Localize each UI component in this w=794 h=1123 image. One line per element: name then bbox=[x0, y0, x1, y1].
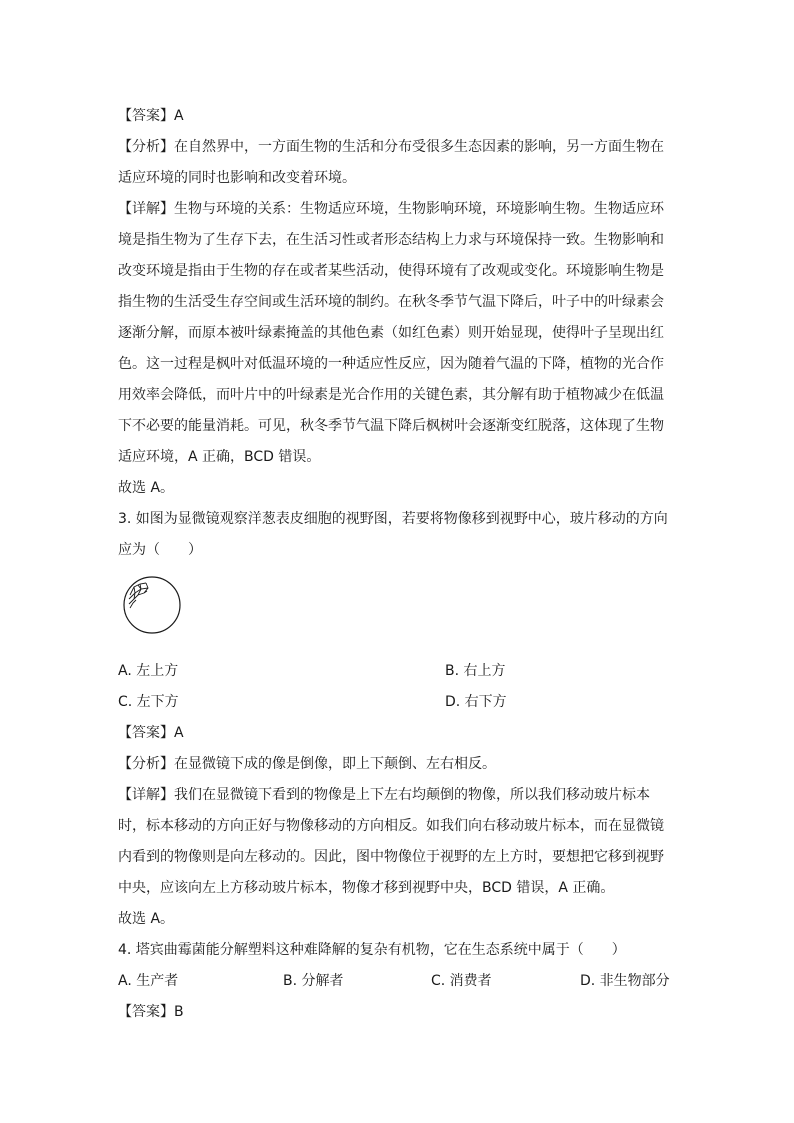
q2-detail-line-6: 色。这一过程是枫叶对低温环境的一种适应性反应，因为随着气温的下降，植物的光合作 bbox=[118, 356, 664, 372]
q2-analysis-line-2: 适应环境的同时也影响和改变着环境。 bbox=[118, 170, 356, 186]
q4-option-a[interactable]: A. 生产者 bbox=[118, 973, 179, 989]
q2-detail-line-4: 指生物的生活受生存空间或生活环境的制约。在秋冬季节气温下降后，叶子中的叶绿素会 bbox=[118, 294, 664, 310]
q3-stem-line-2: 应为（ ） bbox=[118, 542, 202, 558]
document-page bbox=[118, 101, 678, 1028]
q3-options-row-2 bbox=[118, 687, 678, 718]
q3-detail-line-3: 内看到的物像则是向左移动的。因此，图中物像位于视野的左上方时，要想把它移到视野 bbox=[118, 849, 664, 865]
q4-options-row bbox=[118, 966, 678, 997]
q2-answer: 【答案】A bbox=[118, 108, 184, 124]
q2-detail-line-3: 改变环境是指由于生物的存在或者某些活动，使得环境有了改观或变化。环境影响生物是 bbox=[118, 263, 664, 279]
q4-stem: 4. 塔宾曲霉菌能分解塑料这种难降解的复杂有机物，它在生态系统中属于（ ） bbox=[118, 942, 626, 958]
q3-detail-line-2: 时，标本移动的方向正好与物像移动的方向相反。如我们向右移动玻片标本，而在显微镜 bbox=[118, 818, 664, 834]
q3-detail-line-1: 【详解】我们在显微镜下看到的物像是上下左右均颠倒的物像，所以我们移动玻片标本 bbox=[118, 787, 650, 803]
q2-detail-line-8: 下不必要的能量消耗。可见，秋冬季节气温下降后枫树叶会逐渐变红脱落，这体现了生物 bbox=[118, 418, 664, 434]
q3-stem-line-1: 3. 如图为显微镜观察洋葱表皮细胞的视野图，若要将物像移到视野中心，玻片移动的方向 bbox=[118, 511, 668, 527]
q4-option-c[interactable]: C. 消费者 bbox=[431, 973, 492, 989]
q2-detail-line-9: 适应环境，A 正确，BCD 错误。 bbox=[118, 449, 321, 465]
q2-detail-line-1: 【详解】生物与环境的关系：生物适应环境，生物影响环境，环境影响生物。生物适应环 bbox=[118, 201, 664, 217]
q2-detail-line-2: 境是指生物为了生存下去，在生活习性或者形态结构上力求与环境保持一致。生物影响和 bbox=[118, 232, 664, 248]
q2-analysis-line-1: 【分析】在自然界中，一方面生物的生活和分布受很多生态因素的影响，另一方面生物在 bbox=[118, 139, 664, 155]
q3-option-a[interactable]: A. 左上方 bbox=[118, 663, 179, 679]
q4-option-b[interactable]: B. 分解者 bbox=[283, 973, 344, 989]
onion-cells-drawing bbox=[129, 583, 148, 608]
q2-detail-line-7: 用效率会降低，而叶片中的叶绿素是光合作用的关键色素，其分解有助于植物减少在低温 bbox=[118, 387, 664, 403]
q3-option-d[interactable]: D. 右下方 bbox=[445, 694, 507, 710]
microscope-field-figure bbox=[118, 566, 678, 656]
q3-conclusion: 故选 A。 bbox=[118, 911, 175, 927]
q4-answer: 【答案】B bbox=[118, 1004, 184, 1020]
q3-option-b[interactable]: B. 右上方 bbox=[445, 663, 506, 679]
q3-option-c[interactable]: C. 左下方 bbox=[118, 694, 179, 710]
q2-conclusion: 故选 A。 bbox=[118, 480, 175, 496]
q3-detail-line-4: 中央，应该向左上方移动玻片标本，物像才移到视野中央，BCD 错误，A 正确。 bbox=[118, 880, 615, 896]
q2-detail-line-5: 逐渐分解，而原本被叶绿素掩盖的其他色素（如红色素）则开始显现，使得叶子呈现出红 bbox=[118, 325, 664, 341]
q4-option-d[interactable]: D. 非生物部分 bbox=[580, 973, 670, 989]
q3-analysis: 【分析】在显微镜下成的像是倒像，即上下颠倒、左右相反。 bbox=[118, 756, 496, 772]
microscope-field-view bbox=[120, 573, 184, 637]
q3-answer: 【答案】A bbox=[118, 725, 184, 741]
q3-options-row-1 bbox=[118, 656, 678, 687]
